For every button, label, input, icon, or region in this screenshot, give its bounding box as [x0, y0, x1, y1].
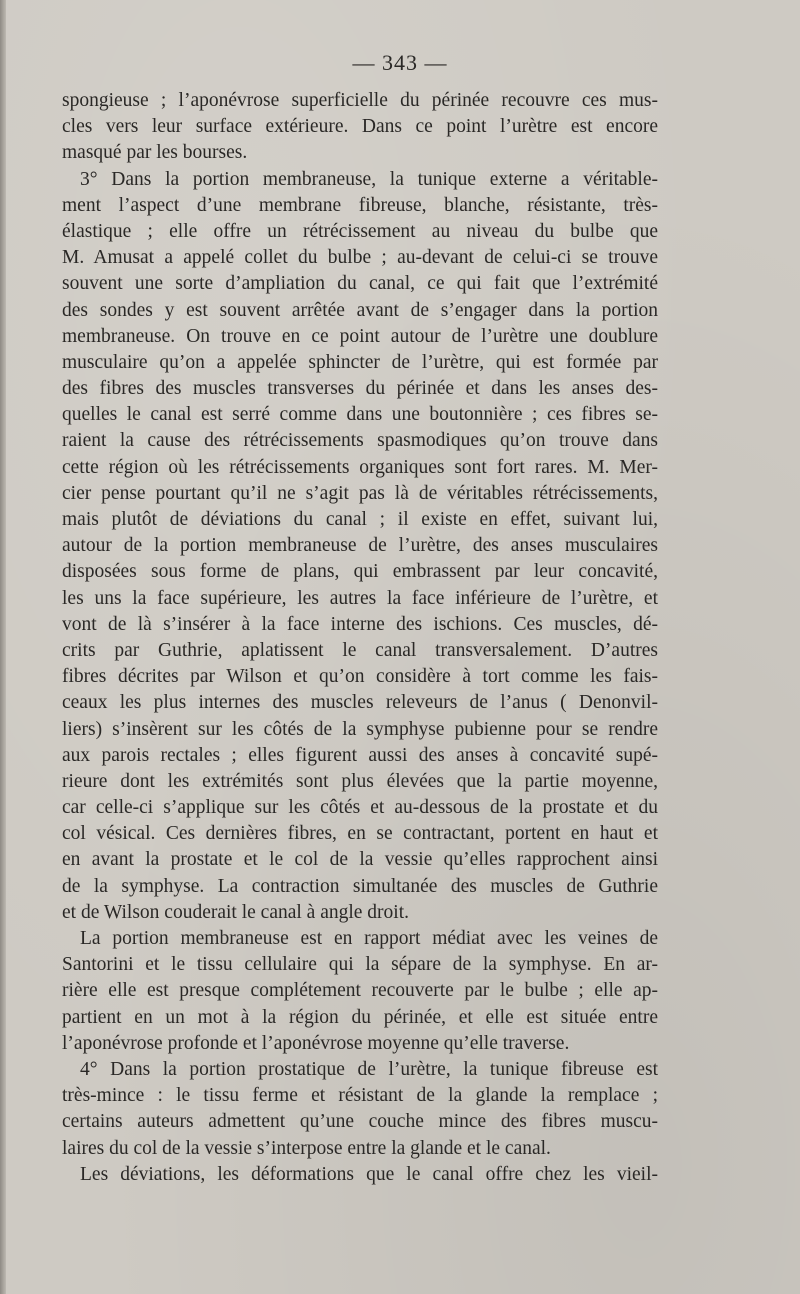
text-line: fibres décrites par Wilson et qu’on considère à tort comme les fais- [62, 666, 658, 688]
text-line: Santorini et le tissu cellulaire qui la sépare de la symphyse. En ar- [62, 954, 658, 976]
text-line: Les déviations, les déformations que le canal offre chez les vieil- [80, 1163, 658, 1185]
text-line: vont de là s’insérer à la face interne des ischions. Ces muscles, dé- [62, 613, 658, 635]
text-line: musculaire qu’on a appelée sphincter de l’urètre, qui est formée par [62, 351, 658, 373]
text-line: spongieuse ; l’aponévrose superficielle du périnée recouvre ces mus- [62, 90, 658, 111]
body-text [62, 88, 658, 1188]
text-line: mais plutôt de déviations du canal ; il existe en effet, suivant lui, [62, 509, 658, 530]
text-line: les uns la face supérieure, les autres la face inférieure de l’urètre, et [62, 587, 658, 609]
text-line: souvent une sorte d’ampliation du canal, ce qui fait que l’extrémité [62, 273, 658, 295]
text-line: ment l’aspect d’une membrane fibreuse, blanche, résistante, très- [62, 194, 658, 216]
text-line: disposées sous forme de plans, qui embrassent par leur concavité, [62, 561, 658, 583]
text-line: cier pense pourtant qu’il ne s’agit pas là de véritables rétrécissements, [62, 482, 658, 504]
text-line: membraneuse. On trouve en ce point autour de l’urètre une doublure [62, 325, 658, 347]
text-line: certains auteurs admettent qu’une couche mince des fibres muscu- [62, 1111, 658, 1133]
text-line: partient en un mot à la région du périnée, et elle est située entre [62, 1006, 658, 1028]
text-line: l’aponévrose profonde et l’aponévrose moyenne qu’elle traverse. [62, 1032, 570, 1054]
text-line: autour de la portion membraneuse de l’urètre, des anses musculaires [62, 535, 658, 557]
text-line: cles vers leur surface extérieure. Dans ce point l’urètre est encore [62, 116, 658, 138]
text-line: 3° Dans la portion membraneuse, la tunique externe a véritable- [80, 168, 658, 190]
text-line: raient la cause des rétrécissements spasmodiques qu’on trouve dans [62, 430, 658, 452]
text-line: élastique ; elle offre un rétrécissement au niveau du bulbe que [62, 220, 658, 242]
page-binding-edge [0, 0, 6, 1294]
page-number: — 343 — [352, 50, 448, 75]
text-line: crits par Guthrie, aplatissent le canal transversalement. D’autres [62, 639, 658, 661]
text-line: liers) s’insèrent sur les côtés de la symphyse pubienne pour se rendre [62, 718, 658, 740]
text-line: rière elle est presque complétement recouverte par le bulbe ; elle ap- [62, 980, 658, 1002]
text-line: en avant la prostate et le col de la vessie qu’elles rapprochent ainsi [62, 849, 658, 871]
text-line: aux parois rectales ; elles figurent aussi des anses à concavité supé- [62, 744, 658, 766]
text-line: ceaux les plus internes des muscles releveurs de l’anus ( Denonvil- [62, 692, 658, 714]
text-line: La portion membraneuse est en rapport médiat avec les veines de [80, 928, 658, 949]
text-line: quelles le canal est serré comme dans une boutonnière ; ces fibres se- [62, 404, 658, 426]
text-line: des sondes y est souvent arrêtée avant de s’engager dans la portion [62, 299, 658, 321]
text-line: de la symphyse. La contraction simultanée des muscles de Guthrie [62, 875, 658, 897]
text-line: cette région où les rétrécissements organiques sont fort rares. M. Mer- [62, 456, 658, 478]
text-line: col vésical. Ces dernières fibres, en se contractant, portent en haut et [62, 823, 658, 845]
text-line: des fibres des muscles transverses du périnée et dans les anses des- [62, 378, 658, 400]
text-line: car celle-ci s’applique sur les côtés et au-dessous de la prostate et du [62, 797, 658, 819]
text-line: rieure dont les extrémités sont plus élevées que la partie moyenne, [62, 770, 658, 792]
text-line: et de Wilson couderait le canal à angle droit. [62, 901, 410, 923]
text-line: M. Amusat a appelé collet du bulbe ; au-devant de celui-ci se trouve [62, 247, 658, 269]
text-line: 4° Dans la portion prostatique de l’urètre, la tunique fibreuse est [80, 1058, 658, 1080]
text-line: masqué par les bourses. [62, 142, 248, 164]
text-line: laires du col de la vessie s’interpose entre la glande et le canal. [62, 1137, 551, 1159]
text-line: très-mince : le tissu ferme et résistant de la glande la remplace ; [62, 1085, 658, 1107]
